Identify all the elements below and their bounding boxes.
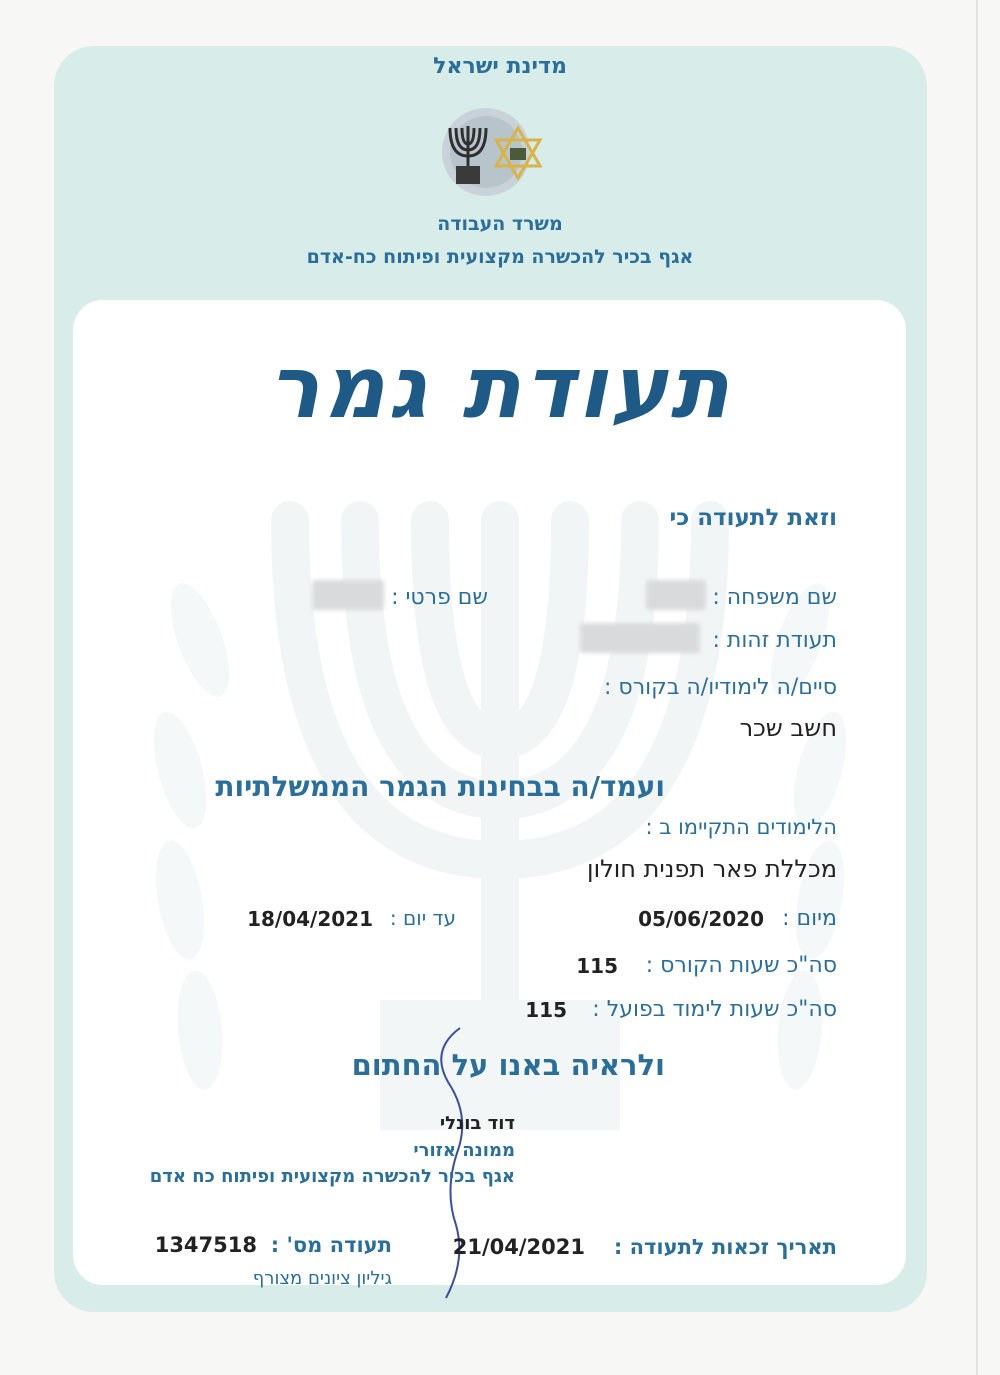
signing-statement: ולראיה באנו על החתום bbox=[351, 1048, 665, 1082]
to-date-label: עד יום : bbox=[389, 906, 456, 930]
grades-attached-note: גיליון ציונים מצורף bbox=[252, 1268, 392, 1289]
completed-course-label: סיים/ה לימודיו/ה בקורס : bbox=[604, 675, 837, 700]
id-label: תעודת זהות : bbox=[712, 628, 837, 653]
signatory-name: דוד בונלי bbox=[439, 1113, 515, 1134]
exam-statement: ועמד/ה בבחינות הגמר הממשלתיות bbox=[215, 770, 665, 803]
from-date-value: 05/06/2020 bbox=[638, 907, 764, 931]
course-name: חשב שכר bbox=[739, 714, 837, 742]
redacted-first-name bbox=[312, 580, 384, 610]
first-name-label: שם פרטי : bbox=[391, 585, 488, 610]
emblem-icon bbox=[428, 108, 558, 196]
entitlement-date-label: תאריך זכאות לתעודה : bbox=[613, 1235, 837, 1259]
course-hours-label: סה"כ שעות הקורס : bbox=[645, 953, 837, 978]
state-name: מדינת ישראל bbox=[433, 54, 567, 79]
certificate-number-label: תעודה מס' : bbox=[270, 1233, 392, 1257]
intro-text: וזאת לתעודה כי bbox=[669, 505, 837, 531]
entitlement-date-value: 21/04/2021 bbox=[452, 1235, 585, 1259]
from-date-label: מיום : bbox=[782, 906, 837, 931]
actual-hours-label: סה"כ שעות לימוד בפועל : bbox=[592, 997, 837, 1022]
redacted-id-number bbox=[580, 623, 700, 653]
location-label: הלימודים התקיימו ב : bbox=[645, 815, 837, 839]
last-name-label: שם משפחה : bbox=[712, 585, 837, 610]
certificate-title: תעודת גמר bbox=[267, 338, 733, 438]
signatory-department: אגף בכיר להכשרה מקצועית ופיתוח כח אדם bbox=[149, 1166, 515, 1187]
location-value: מכללת פאר תפנית חולון bbox=[587, 855, 837, 883]
department-name: אגף בכיר להכשרה מקצועית ופיתוח כח-אדם bbox=[306, 246, 694, 268]
certificate-number-value: 1347518 bbox=[154, 1233, 257, 1257]
ministry-name: משרד העבודה bbox=[437, 213, 563, 235]
scan-edge bbox=[976, 0, 978, 1375]
redacted-last-name bbox=[646, 580, 706, 610]
signatory-role: ממונה אזורי bbox=[413, 1140, 515, 1161]
actual-hours-value: 115 bbox=[525, 998, 567, 1022]
course-hours-value: 115 bbox=[576, 954, 618, 978]
to-date-value: 18/04/2021 bbox=[247, 907, 373, 931]
